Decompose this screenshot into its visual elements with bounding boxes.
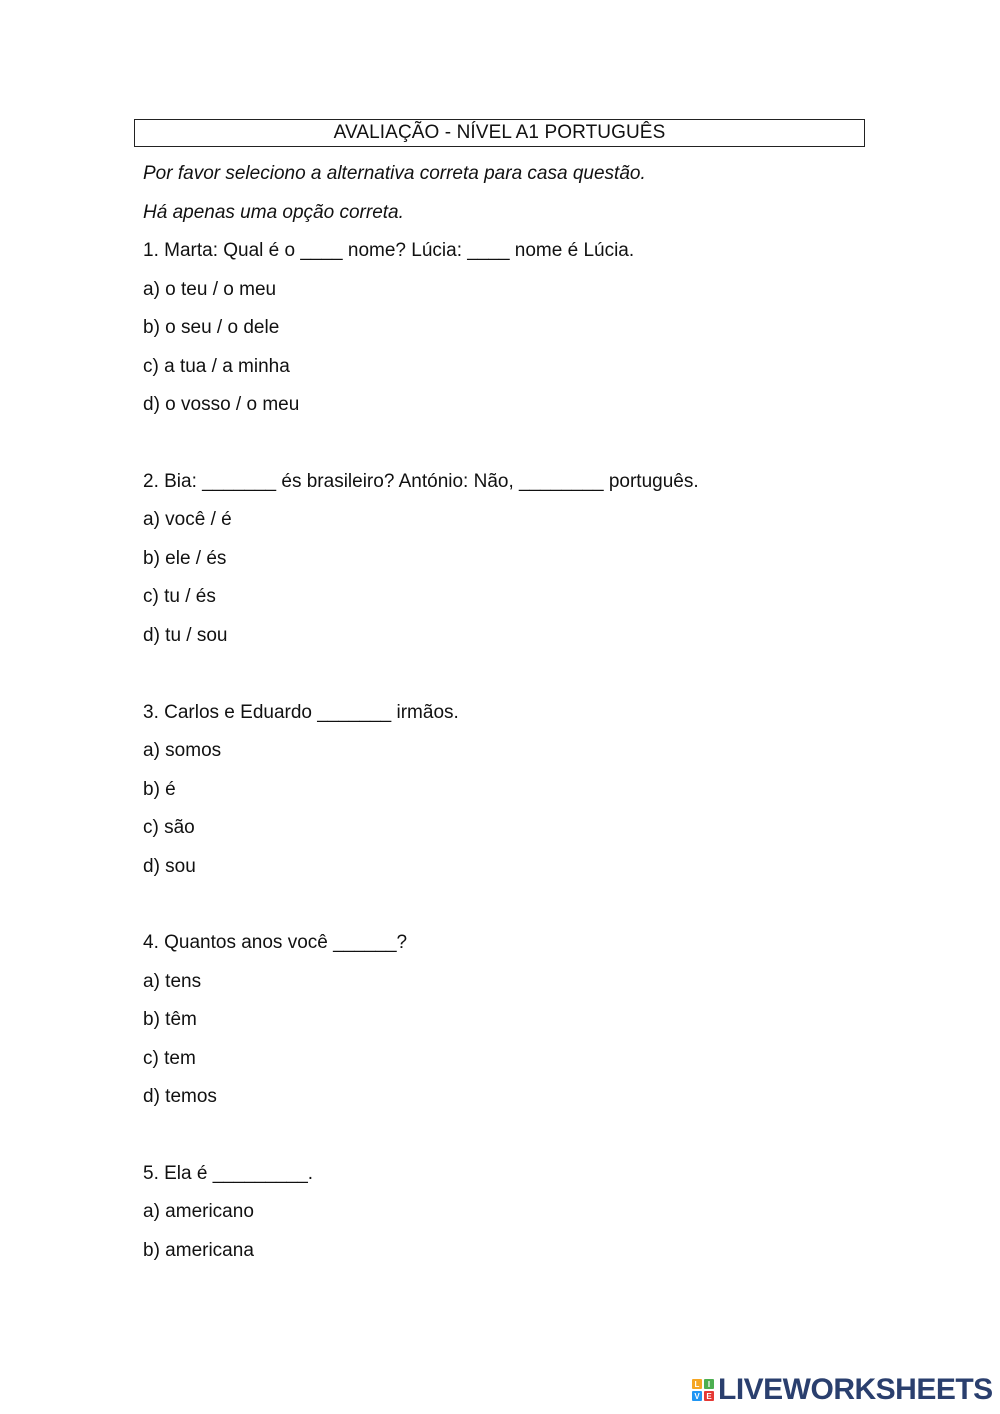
question-1-option-c[interactable]: c) a tua / a minha xyxy=(143,356,290,377)
question-1-prompt: 1. Marta: Qual é o ____ nome? Lúcia: ____ nome é Lúcia. xyxy=(143,240,635,261)
logo-text: LIVEWORKSHEETS xyxy=(718,1373,993,1406)
question-3-option-b[interactable]: b) é xyxy=(143,779,176,800)
question-4-prompt: 4. Quantos anos você ______? xyxy=(143,932,408,953)
question-4-option-a[interactable]: a) tens xyxy=(143,971,202,992)
logo-icon-tile: I xyxy=(704,1379,714,1389)
question-2-option-b[interactable]: b) ele / és xyxy=(143,548,227,569)
question-4-option-b[interactable]: b) têm xyxy=(143,1009,197,1030)
question-2-option-a[interactable]: a) você / é xyxy=(143,509,232,530)
question-3-option-c[interactable]: c) são xyxy=(143,817,195,838)
logo-icon-tile: E xyxy=(704,1391,714,1401)
logo-icon-tile: V xyxy=(692,1391,702,1401)
logo-icon-tile: L xyxy=(692,1379,702,1389)
question-5-option-b[interactable]: b) americana xyxy=(143,1240,254,1261)
question-2-prompt: 2. Bia: _______ és brasileiro? António: Não, ________ português. xyxy=(143,471,699,492)
question-1-option-a[interactable]: a) o teu / o meu xyxy=(143,279,277,300)
question-4-option-c[interactable]: c) tem xyxy=(143,1048,196,1069)
question-2-option-d[interactable]: d) tu / sou xyxy=(143,625,228,646)
instruction-line: Por favor seleciono a alternativa correta para casa questão. xyxy=(143,163,646,184)
question-1-option-b[interactable]: b) o seu / o dele xyxy=(143,317,280,338)
question-3-option-d[interactable]: d) sou xyxy=(143,856,196,877)
question-5-option-a[interactable]: a) americano xyxy=(143,1201,254,1222)
question-3-option-a[interactable]: a) somos xyxy=(143,740,222,761)
instruction-line: Há apenas uma opção correta. xyxy=(143,202,404,223)
question-2-option-c[interactable]: c) tu / és xyxy=(143,586,216,607)
worksheet-title: AVALIAÇÃO - NÍVEL A1 PORTUGUÊS xyxy=(134,119,865,147)
question-1-option-d[interactable]: d) o vosso / o meu xyxy=(143,394,300,415)
question-5-prompt: 5. Ela é _________. xyxy=(143,1163,314,1184)
liveworksheets-logo-icon xyxy=(692,1379,714,1401)
liveworksheets-logo xyxy=(692,1374,993,1406)
question-4-option-d[interactable]: d) temos xyxy=(143,1086,217,1107)
question-3-prompt: 3. Carlos e Eduardo _______ irmãos. xyxy=(143,702,459,723)
